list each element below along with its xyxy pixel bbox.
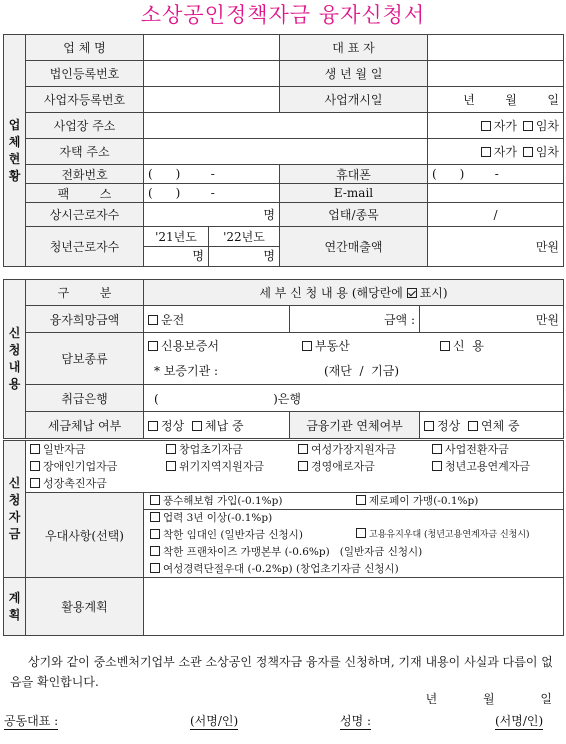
preferential-options — [144, 493, 564, 578]
guarantor-label: * 보증기관 : — [154, 364, 219, 378]
usage-plan-field[interactable] — [144, 578, 564, 636]
guarantor-value[interactable]: (재단 / 기금) — [324, 364, 400, 378]
storm-insurance-checkbox[interactable] — [150, 495, 160, 505]
regular-workers-field[interactable]: 명 — [144, 203, 280, 227]
tax-status-options — [144, 412, 290, 439]
credit-guarantee-checkbox[interactable] — [148, 341, 158, 351]
company-name-field[interactable] — [144, 35, 280, 61]
application-details-table — [3, 279, 564, 439]
industry-label: 업태/종목 — [280, 203, 428, 227]
zeropay-checkbox[interactable] — [356, 495, 366, 505]
fund-general-label: 일반자금 — [43, 443, 86, 456]
rent-label: 임차 — [535, 119, 559, 133]
section-label-application — [4, 280, 26, 439]
checked-box-icon — [407, 288, 417, 298]
own-label: 자가 — [493, 145, 517, 159]
representative-field[interactable] — [428, 35, 564, 61]
fund-youth-employment-checkbox[interactable] — [432, 461, 442, 471]
fin-normal-checkbox[interactable] — [424, 421, 434, 431]
section-label-company — [4, 35, 26, 267]
fund-crisis-region-checkbox[interactable] — [166, 461, 176, 471]
home-address-ownership — [428, 139, 564, 165]
rent-label: 임차 — [535, 145, 559, 159]
fund-types — [26, 441, 564, 493]
fin-delinquent-label: 연체 중 — [481, 418, 520, 433]
year-2022-label: '22년도 — [209, 227, 279, 247]
youth-workers-label: 청년근로자수 — [26, 227, 144, 267]
fax-label: 팩 스 — [26, 184, 144, 203]
detail-header — [144, 280, 564, 306]
women-career-label: 여성경력단절우대 (-0.2%p) (창업초기자금 신청시) — [163, 563, 399, 575]
biz-start-date-label: 사업개시일 — [280, 87, 428, 113]
usage-plan-table — [3, 577, 564, 636]
fund-conversion-checkbox[interactable] — [432, 444, 442, 454]
company-name-label: 업 체 명 — [26, 35, 144, 61]
tax-status-label: 세금체납 여부 — [26, 412, 144, 439]
section-label-text: 신 청 자 금 — [8, 476, 21, 541]
good-franchise-checkbox[interactable] — [150, 546, 160, 556]
email-field[interactable] — [428, 184, 564, 203]
operating-checkbox[interactable] — [148, 315, 158, 325]
section-label-plan — [4, 578, 26, 636]
fund-hardship-label: 경영애로자금 — [311, 460, 375, 473]
unit-people: 명 — [263, 249, 275, 263]
fax-field[interactable]: ( ) - — [144, 184, 280, 203]
section-label-text: 업 체 현 황 — [8, 117, 21, 183]
birth-date-field[interactable] — [428, 61, 564, 87]
fin-delinquency-options — [420, 412, 564, 439]
business-years-checkbox[interactable] — [150, 512, 160, 522]
fund-female-head-checkbox[interactable] — [298, 444, 308, 454]
handling-bank-label: 취급은행 — [26, 385, 144, 412]
amount-field[interactable]: 만원 — [420, 306, 564, 333]
good-landlord-label: 착한 임대인 (일반자금 신청시) — [163, 529, 303, 541]
email-label: E-mail — [280, 184, 428, 203]
fund-hardship-checkbox[interactable] — [298, 461, 308, 471]
credit-guarantee-label: 신용보증서 — [161, 339, 219, 353]
fund-general-checkbox[interactable] — [30, 444, 40, 454]
declaration-text: 상기와 같이 중소벤처기업부 소관 소상공인 정책자금 융자를 신청하며, 기재 내용이 사실과 다름이 없음을 확인합니다. — [10, 655, 553, 689]
fin-normal-label: 정상 — [437, 418, 461, 433]
own-label: 자가 — [493, 119, 517, 133]
signature-line — [4, 712, 556, 732]
amount-label: 금액 : — [290, 306, 420, 333]
fund-crisis-region-label: 위기지역지원자금 — [179, 460, 265, 473]
name-sign[interactable]: (서명/인) — [495, 714, 544, 728]
detail-header-prefix: 세 부 신 청 내 용 (해당란에 — [259, 286, 403, 300]
collateral-options — [144, 333, 564, 385]
own-checkbox[interactable] — [481, 121, 491, 131]
rent-checkbox[interactable] — [523, 147, 533, 157]
home-address-label: 자택 주소 — [26, 139, 144, 165]
zeropay-label: 제로페이 가맹(-0.1%p) — [369, 495, 479, 507]
youth-workers-2021[interactable] — [144, 227, 209, 267]
home-address-field[interactable] — [144, 139, 428, 165]
phone-label: 전화번호 — [26, 165, 144, 184]
employment-retention-label: 고용유지우대 (청년고용연계자금 신청시) — [369, 530, 530, 540]
biz-reg-no-field[interactable] — [144, 87, 280, 113]
youth-workers-2022[interactable] — [209, 227, 280, 267]
birth-date-label: 생 년 월 일 — [280, 61, 428, 87]
tax-arrears-checkbox[interactable] — [192, 421, 202, 431]
good-franchise-label: 착한 프랜차이즈 가맹본부 (-0.6%p) (일반자금 신청시) — [163, 546, 423, 558]
tax-arrears-label: 체납 중 — [205, 418, 244, 433]
fund-youth-employment-label: 청년고용연계자금 — [445, 460, 531, 473]
representative-label: 대 표 자 — [280, 35, 428, 61]
industry-field[interactable] — [428, 203, 564, 227]
desired-amount-label: 융자희망금액 — [26, 306, 144, 333]
usage-plan-label: 활용계획 — [26, 578, 144, 636]
phone-field[interactable]: ( ) - — [144, 165, 280, 184]
tax-normal-checkbox[interactable] — [148, 421, 158, 431]
fund-disabled-label: 장애인기업자금 — [43, 460, 118, 473]
company-status-table — [3, 34, 564, 267]
regular-workers-label: 상시근로자수 — [26, 203, 144, 227]
form-title: 소상공인정책자금 융자신청서 — [140, 3, 426, 27]
section-label-funds — [4, 441, 26, 578]
tax-normal-label: 정상 — [161, 418, 185, 433]
fund-startup-label: 창업초기자금 — [179, 443, 243, 456]
mobile-field[interactable]: ( ) - — [428, 165, 564, 184]
co-rep-label: 공동대표 : — [4, 714, 59, 728]
biz-reg-no-label: 사업자등록번호 — [26, 87, 144, 113]
credit-checkbox[interactable] — [440, 341, 450, 351]
real-estate-checkbox[interactable] — [302, 341, 312, 351]
real-estate-label: 부동산 — [315, 339, 350, 353]
storm-insurance-label: 풍수해보험 가입(-0.1%p) — [163, 495, 283, 507]
fund-conversion-label: 사업전환자금 — [445, 443, 509, 456]
rent-checkbox[interactable] — [523, 121, 533, 131]
own-checkbox[interactable] — [481, 147, 491, 157]
industry-slash: / — [493, 207, 498, 222]
biz-address-label: 사업장 주소 — [26, 113, 144, 139]
fund-disabled-checkbox[interactable] — [30, 461, 40, 471]
operating-label: 운전 — [161, 312, 185, 327]
employment-retention-checkbox[interactable] — [356, 528, 366, 538]
women-career-checkbox[interactable] — [150, 563, 160, 573]
corp-reg-no-label: 법인등록번호 — [26, 61, 144, 87]
signature-date[interactable]: 년 월 일 — [425, 692, 552, 706]
preferential-label: 우대사항(선택) — [26, 493, 144, 578]
collateral-label: 담보종류 — [26, 333, 144, 385]
unit-people: 명 — [192, 249, 204, 263]
co-rep-sign[interactable]: (서명/인) — [190, 714, 239, 728]
handling-bank-field[interactable]: ( )은행 — [144, 385, 564, 412]
section-label-text: 계 획 — [8, 590, 21, 622]
year-2021-label: '21년도 — [144, 227, 208, 247]
fund-growth-label: 성장촉진자금 — [43, 477, 107, 490]
fund-selection-table — [3, 440, 564, 578]
credit-label: 신 용 — [453, 339, 484, 353]
fund-growth-checkbox[interactable] — [30, 478, 40, 488]
biz-start-date-field[interactable]: 년 월 일 — [428, 87, 564, 113]
mobile-label: 휴대폰 — [280, 165, 428, 184]
fin-delinquency-label: 금융기관 연체여부 — [290, 412, 420, 439]
biz-address-ownership — [428, 113, 564, 139]
annual-sales-label: 연간매출액 — [280, 227, 428, 267]
operating-option — [144, 306, 290, 333]
section-label-text: 신 청 내 용 — [8, 326, 21, 391]
detail-header-suffix: 표시) — [419, 286, 448, 300]
biz-address-field[interactable] — [144, 113, 428, 139]
good-landlord-checkbox[interactable] — [150, 529, 160, 539]
fund-startup-checkbox[interactable] — [166, 444, 176, 454]
name-label: 성명 : — [340, 714, 372, 728]
annual-sales-field[interactable]: 만원 — [428, 227, 564, 267]
category-label: 구 분 — [26, 280, 144, 306]
fin-delinquent-checkbox[interactable] — [468, 421, 478, 431]
business-years-label: 업력 3년 이상(-0.1%p) — [163, 512, 273, 524]
fund-female-head-label: 여성가장지원자금 — [311, 443, 397, 456]
corp-reg-no-field[interactable] — [144, 61, 280, 87]
